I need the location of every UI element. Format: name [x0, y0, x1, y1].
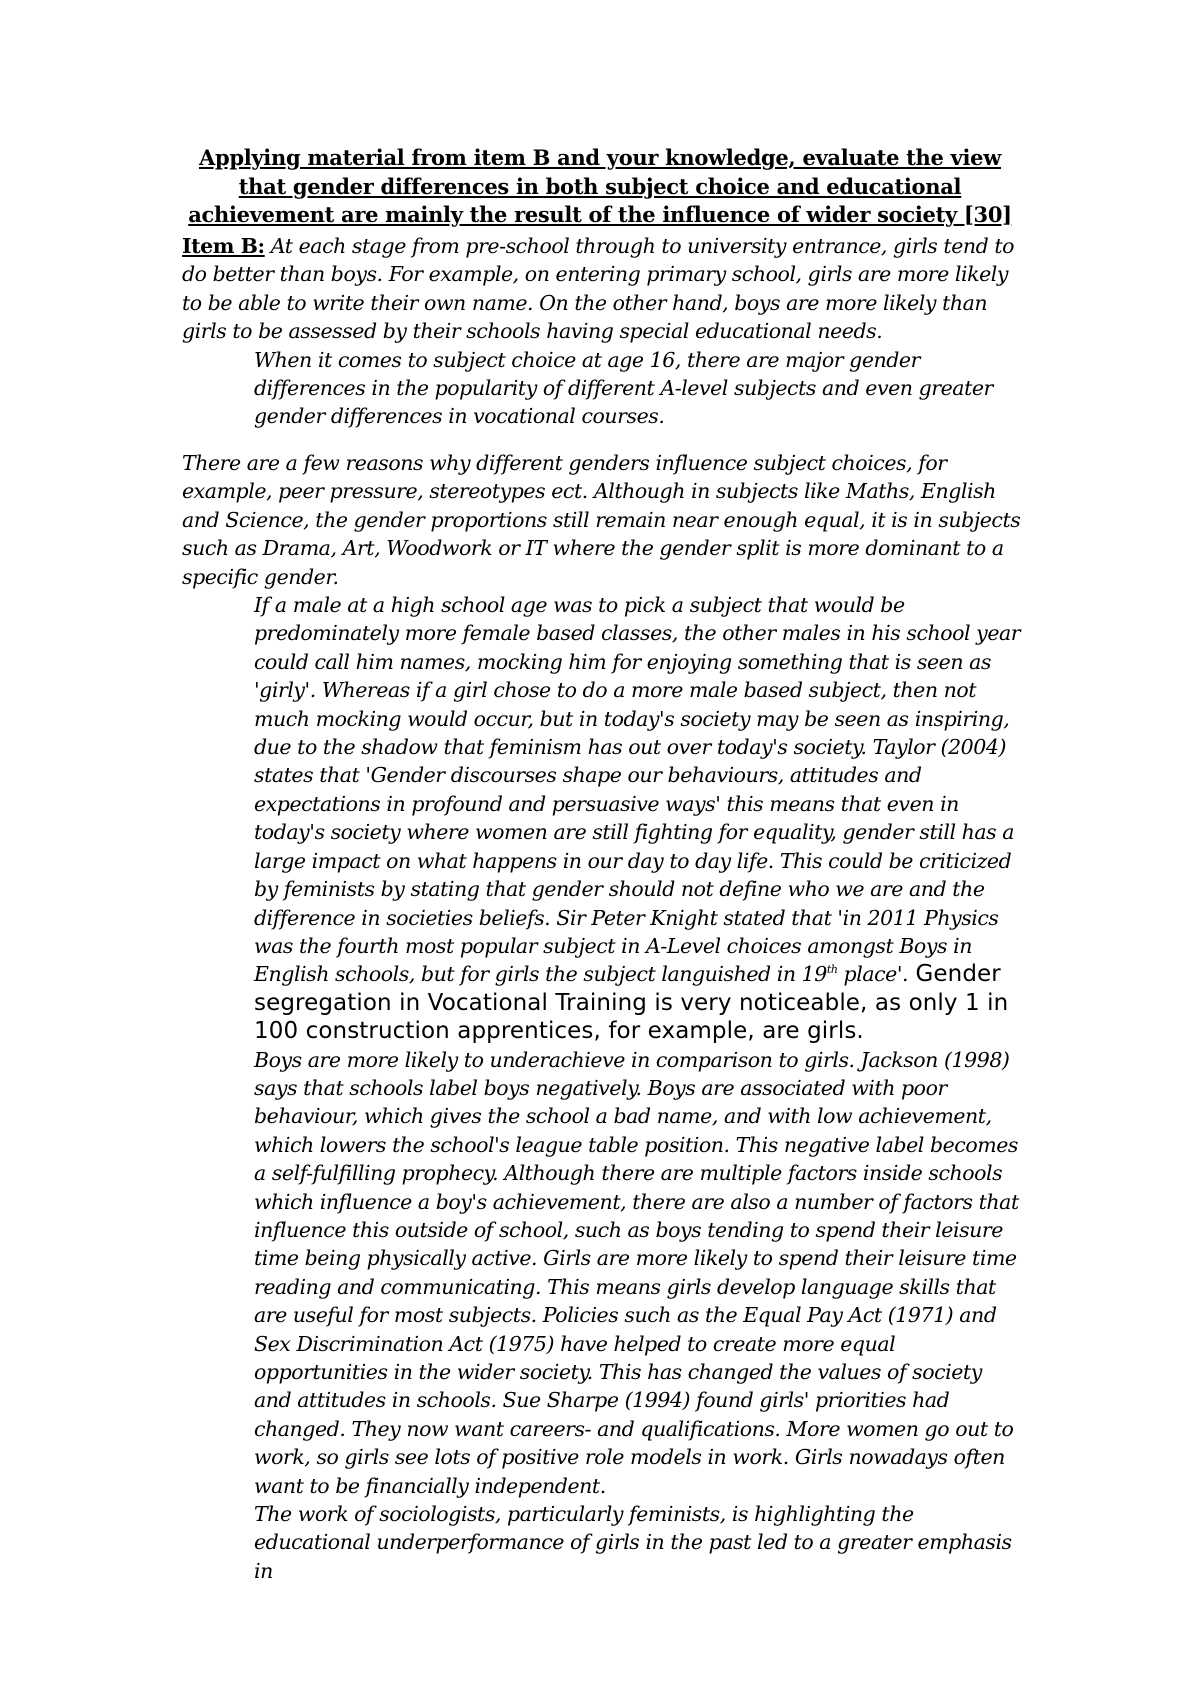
- item-b-paragraph-1: [182, 232, 1022, 346]
- item-b-paragraph-2: When it comes to subject choice at age 16, there are major gender differences in the popularity of different A-level subjects and even greater gender differences in vocational courses.: [254, 347, 993, 429]
- essay-paragraph-3: Boys are more likely to underachieve in comparison to girls. Jackson (1998) says that schools label boys negatively. Boys are associated with poor behaviour, which gives the school a bad name, and with low achievement, which lowers the school's league table position. This negative label becomes a self-fulfilling prophecy. Although there are multiple factors inside schools which influence a boy's achievement, there are also a number of factors that influence this outside of school, such as boys tending to spend their leisure time being physically active. Girls are more likely to spend their leisure time reading and communicating. This means girls develop language skills that are useful for most subjects. Policies such as the Equal Pay Act (1971) and Sex Discrimination Act (1975) have helped to create more equal opportunities in the wider society. This has changed the values of society and attitudes in schools. Sue Sharpe (1994) found girls' priorities had changed. They now want careers- and qualifications. More women go out to work, so girls see lots of positive role models in work. Girls nowadays often want to be financially independent.: [254, 1047, 1019, 1498]
- item-b-block: [182, 232, 1022, 431]
- essay-body: [182, 449, 1022, 1585]
- essay-paragraph-4: The work of sociologists, particularly feminists, is highlighting the educational underperformance of girls in the past led to a greater emphasis in: [254, 1502, 1012, 1583]
- essay-question-heading: Applying material from item B and your knowledge, evaluate the view that gender differences in both subject choice and educational achievement are mainly the result of the influence of wider society [30]: [188, 145, 1012, 227]
- item-b-label: Item B:: [182, 234, 265, 258]
- essay-paragraph-2: [182, 591, 1022, 1046]
- essay-paragraph-2-plain-text: Gender segregation in Vocational Training is very noticeable, as only 1 in 100 construction apprentices, for example, are girls.: [254, 961, 1009, 1045]
- item-b-text-1: At each stage from pre-school through to university entrance, girls tend to do better than boys. For example, on entering primary school, girls are more likely to be able to write their own name. On the other hand, boys are more likely than girls to be assessed by their schools having special educational needs.: [182, 234, 1015, 344]
- essay-paragraph-2-text: If a male at a high school age was to pick a subject that would be predominately more female based classes, the other males in his school year could call him names, mocking him for enjoying something that is seen as 'girly'. Whereas if a girl chose to do a more male based subject, then not much mocking would occur, but in today's society may be seen as inspiring, due to the shadow that feminism has out over today's society. Taylor (2004) states that 'Gender discourses shape our behaviours, attitudes and expectations in profound and persuasive ways' this means that even in today's society where women are still fighting for equality, gender still has a large impact on what happens in our day to day life. This could be criticized by feminists by stating that gender should not define who we are and the difference in societies beliefs. Sir Peter Knight stated that 'in 2011 Physics was the fourth most popular subject in A-Level choices amongst Boys in English schools, but for girls the subject languished in 19: [254, 593, 1021, 987]
- essay-paragraph-1: There are a few reasons why different genders influence subject choices, for example, peer pressure, stereotypes ect. Although in subjects like Maths, English and Science, the gender proportions still remain near enough equal, it is in subjects such as Drama, Art, Woodwork or IT where the gender split is more dominant to a specific gender.: [182, 451, 1021, 589]
- ordinal-suffix: th: [826, 963, 838, 977]
- essay-paragraph-2-quote-end: place'.: [837, 962, 909, 987]
